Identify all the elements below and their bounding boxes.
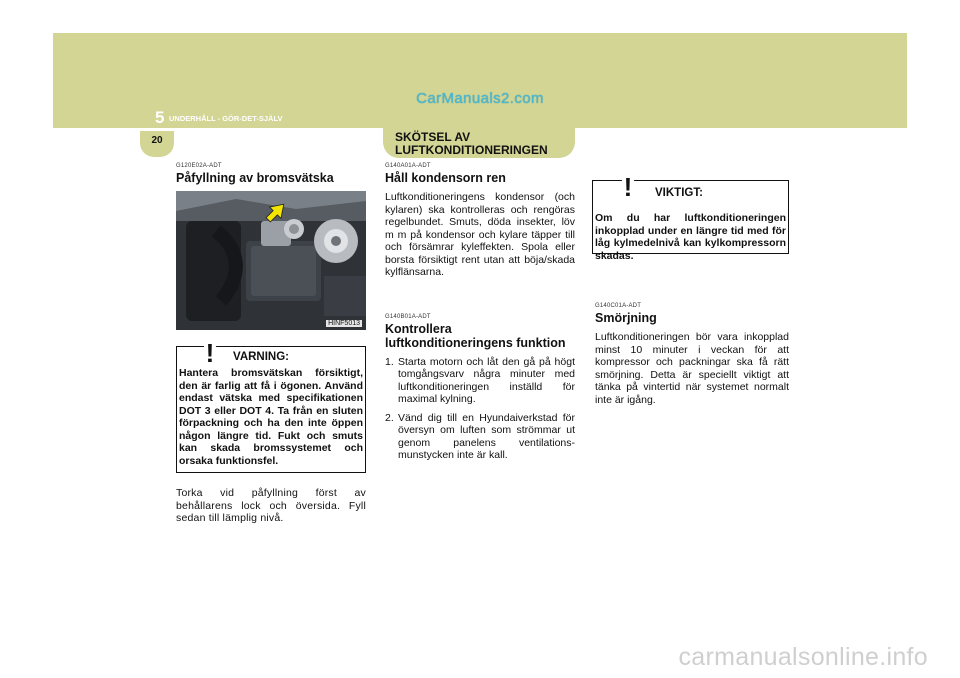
instruction-list <box>385 356 575 462</box>
photo-label: HINF5013 <box>328 320 360 327</box>
page-tab <box>140 131 174 157</box>
section-title: SKÖTSEL AV LUFTKONDITIONERINGEN <box>395 130 548 157</box>
heading: Håll kondensorn ren <box>385 171 506 185</box>
caution-title: VIKTIGT: <box>655 187 703 199</box>
column-middle <box>385 163 575 468</box>
column-right <box>595 303 789 406</box>
doc-code: G140A01A-ADT <box>385 163 431 169</box>
svg-text:!: ! <box>623 172 633 199</box>
warning-text: Hantera bromsvätskan försiktigt, den är farlig att få i ögonen. Använd endast vätska med specifikationen DOT 3 eller DOT 4. Ta från en sluten förpackning och ha den inte öppen någon längre tid. Fukt och smuts kan skada bromssystemet och orsaka funktionsfel. <box>179 367 363 467</box>
doc-code: G120E02A-ADT <box>176 163 222 169</box>
caution-text: Om du har luftkonditioneringen inkopplad under en längre tid med för låg kylmedelnivå kan kylkompressorn skadas. <box>595 212 786 262</box>
list-text: Starta motorn och låt den gå på högt tomgångsvarv några minuter med luftkonditioneringen inställd för maximal kylning. <box>398 355 575 405</box>
section-label: UNDERHÅLL - GÖR-DET-SJÄLV <box>169 114 283 123</box>
doc-code: G140B01A-ADT <box>385 313 431 320</box>
caution-box <box>592 172 789 262</box>
page-number: 20 <box>151 135 163 146</box>
list-item <box>385 412 575 462</box>
list-number: 2. <box>385 411 394 424</box>
heading: Smörjning <box>595 311 657 325</box>
body-text: Luftkonditioneringens kondensor (och kylaren) ska kontrolleras och rengöras regelbundet. Smuts, döda insekter, löv m m på kondensor och kylare täpper till och försämrar kyleffekten. Spola eller borsta försiktigt rent utan att böja/skada kylflänsarna. <box>385 191 575 278</box>
heading: Påfyllning av bromsvätska <box>176 171 334 185</box>
list-item <box>385 356 575 406</box>
body-text: Torka vid påfyllning först av behållarens lock och översida. Fyll sedan till lämplig nivå. <box>176 487 366 524</box>
svg-text:!: ! <box>205 338 215 365</box>
engine-bay-photo <box>176 191 366 330</box>
engine-bay-illustration <box>176 191 366 330</box>
heading: Kontrollera luftkonditioneringens funktion <box>385 321 566 350</box>
doc-code: G140C01A-ADT <box>595 303 642 309</box>
body-text: Luftkonditioneringen bör vara inkopplad minst 10 minuter i veckan för att kompressor och packningar ska få rätt smörjning. Detta är speciellt viktigt att tänka på vintertid när systemet normalt inte är igång. <box>595 331 789 406</box>
exclamation-triangle-icon <box>193 335 227 365</box>
warning-box <box>176 338 366 473</box>
warning-title: VARNING: <box>233 351 290 363</box>
section-heading <box>383 128 575 158</box>
watermark-top[interactable]: CarManuals2.com <box>416 90 544 107</box>
list-text: Vänd dig till en Hyundaiverkstad för översyn om luften som strömmar ut genom panelens ventilations-munstycken inte är kall. <box>398 411 575 461</box>
watermark-footer[interactable]: carmanualsonline.info <box>678 643 928 671</box>
exclamation-triangle-icon <box>611 169 645 199</box>
chapter-number: 5 <box>155 108 165 127</box>
column-left <box>176 163 366 525</box>
list-number: 1. <box>385 355 394 368</box>
